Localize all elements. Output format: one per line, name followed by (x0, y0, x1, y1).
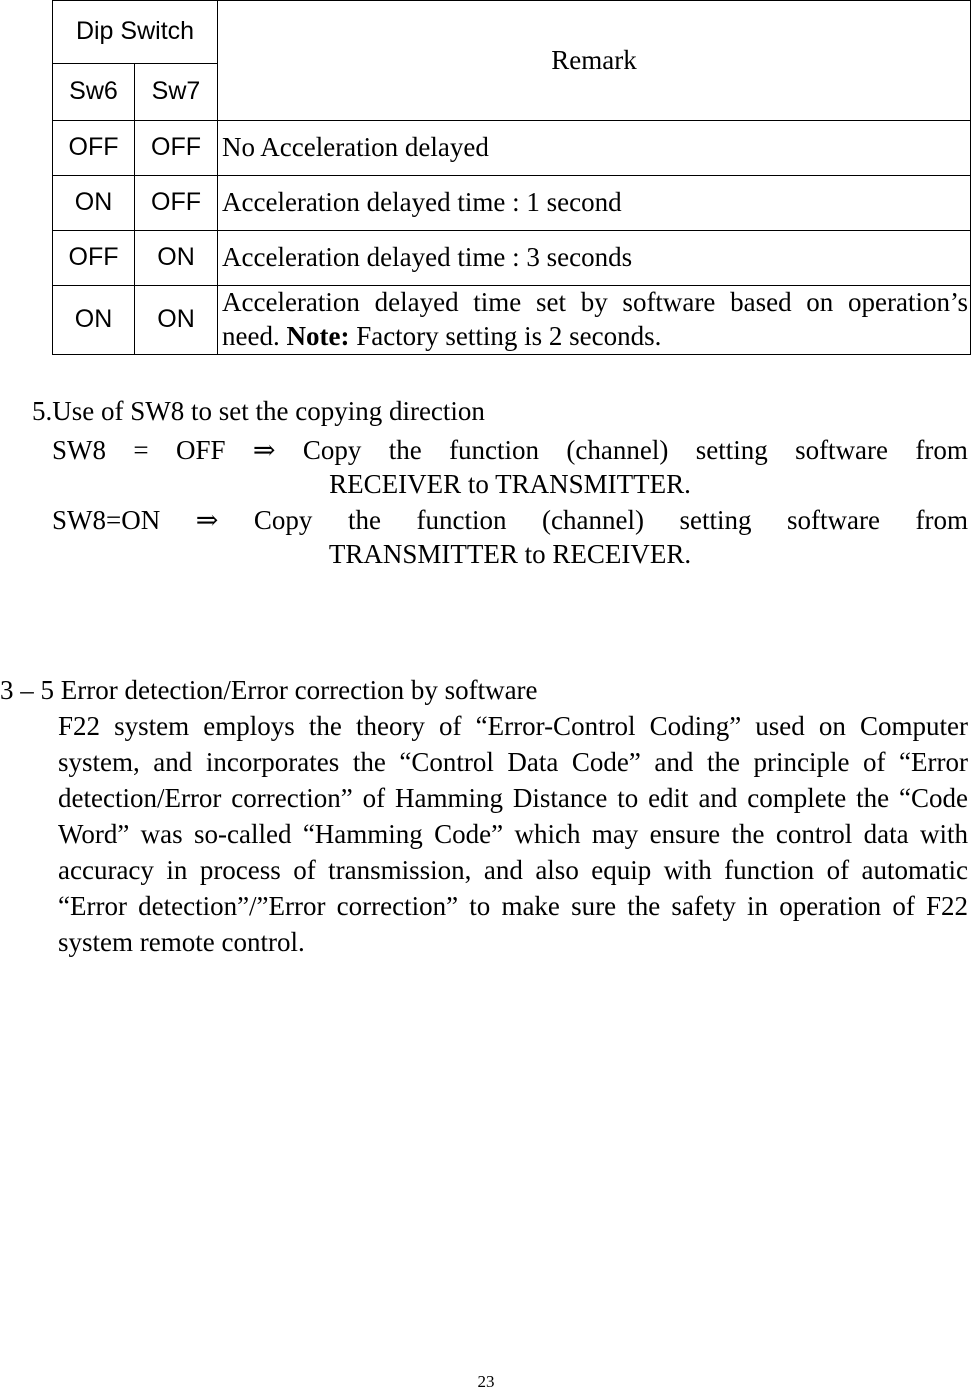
word: software (787, 505, 880, 535)
word: SW8=ON (52, 505, 161, 535)
sw6-cell: ON (53, 176, 135, 231)
sw6-cell: ON (53, 286, 135, 355)
remark-cell (218, 286, 971, 355)
sw8-on-line (52, 503, 968, 537)
header-sw6: Sw6 (53, 64, 135, 121)
sw8-section-title: 5.Use of SW8 to set the copying direction (32, 396, 485, 426)
word: Copy (302, 435, 362, 465)
sw7-cell: OFF (135, 121, 218, 176)
word: software (795, 435, 889, 465)
sw8-on-description (52, 503, 968, 571)
table-row (53, 286, 971, 355)
header-dip-switch: Dip Switch (53, 1, 218, 64)
remark-note-text: Factory setting is 2 seconds. (356, 321, 662, 351)
sw7-cell: OFF (135, 176, 218, 231)
word: SW8 (52, 435, 106, 465)
dip-switch-table (52, 0, 971, 355)
word: (channel) (542, 505, 644, 535)
page-number: 23 (477, 1372, 495, 1391)
table-row (53, 231, 971, 286)
word: = (133, 435, 149, 465)
remark-cell: Acceleration delayed time : 1 second (218, 176, 971, 231)
sw7-cell: ON (135, 286, 218, 355)
word: OFF (175, 435, 226, 465)
sw8-off-description (52, 433, 968, 501)
table-row (53, 121, 971, 176)
word: function (449, 435, 540, 465)
sw8-off-continuation: RECEIVER to TRANSMITTER. (329, 469, 691, 499)
arrow-icon: ⇒ (195, 505, 219, 535)
note-label: Note: (286, 321, 350, 351)
word: Copy (253, 505, 313, 535)
word: from (915, 505, 968, 535)
section-body: F22 system employs the theory of “Error-Control Coding” used on Computer system, and incorporates the “Control Data Code” and the principle of “Error detection/Error correction” of Hamming Distance to edit and complete the “Code Word” was so-called “Hamming Code” which may ensure the control data with accuracy in process of transmission, and also equip with function of automatic “Error detection”/”Error correction” to make sure the safety in operation of F22 system remote control. (58, 711, 968, 957)
arrow-icon: ⇒ (252, 435, 276, 465)
header-sw7: Sw7 (135, 64, 218, 121)
sw6-cell: OFF (53, 121, 135, 176)
sw8-off-line (52, 433, 968, 467)
remark-text: Acceleration delayed time set by software based on operation’s need. (222, 287, 968, 351)
remark-cell: No Acceleration delayed (218, 121, 971, 176)
sw7-cell: ON (135, 231, 218, 286)
word: setting (695, 435, 768, 465)
remark-cell: Acceleration delayed time : 3 seconds (218, 231, 971, 286)
word: (channel) (566, 435, 669, 465)
sw6-cell: OFF (53, 231, 135, 286)
word: from (915, 435, 968, 465)
word: setting (679, 505, 752, 535)
word: the (388, 435, 422, 465)
header-remark: Remark (218, 1, 971, 121)
section-heading: 3 – 5 Error detection/Error correction by software (0, 675, 538, 705)
table-row (53, 176, 971, 231)
sw8-on-continuation: TRANSMITTER to RECEIVER. (328, 539, 692, 569)
word: the (347, 505, 381, 535)
word: function (416, 505, 507, 535)
